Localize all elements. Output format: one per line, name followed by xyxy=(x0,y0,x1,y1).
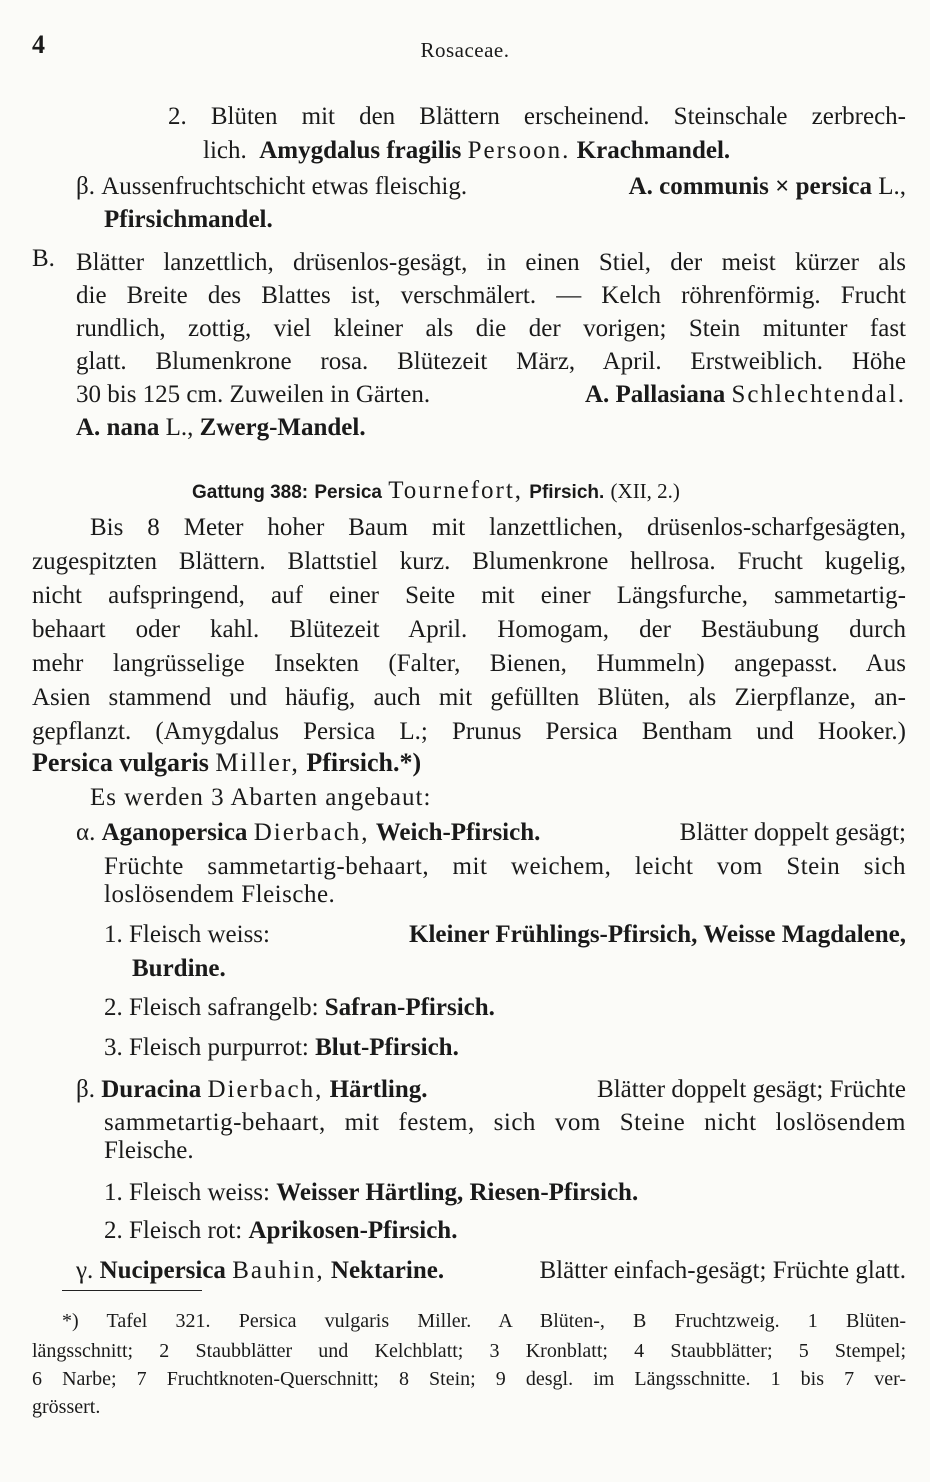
list-item-label: 2. Fleisch rot: xyxy=(104,1217,243,1244)
footnote-divider xyxy=(62,1290,202,1291)
text-line: die Breite des Blattes ist, verschmälert. — Kelch röhrenförmig. Frucht xyxy=(76,282,906,309)
author-name: Dierbach, xyxy=(253,819,370,846)
text-line: nicht aufspringend, auf einer Seite mit einer Längsfurche, sammetartig- xyxy=(32,582,906,609)
list-item-label: 3. Fleisch purpurrot: xyxy=(104,1034,309,1061)
cultivar-names: Burdine. xyxy=(132,955,226,982)
text-line: Fleische. xyxy=(104,1137,194,1164)
text-line: mehr langrüsselige Insekten (Falter, Bienen, Hummeln) angepasst. Aus xyxy=(32,650,906,677)
common-name: Nektarine. xyxy=(330,1257,445,1284)
species-name: A. communis × persica xyxy=(628,173,872,200)
genus-label: Gattung 388: xyxy=(192,482,309,503)
text-line: sammetartig-behaart, mit festem, sich vom Steine nicht loslösendem xyxy=(104,1109,906,1136)
footnote-line: *) Tafel 321. Persica vulgaris Miller. A Blüten-, B Fruchtzweig. 1 Blüten- xyxy=(62,1310,906,1332)
list-marker: β. xyxy=(76,173,95,200)
cultivar-names: Blut-Pfirsich. xyxy=(315,1034,459,1061)
text-line: loslösendem Fleische. xyxy=(104,881,336,908)
text-line xyxy=(104,1178,638,1208)
text-group xyxy=(76,1075,428,1105)
text-line xyxy=(76,1256,906,1286)
text-group xyxy=(76,172,467,202)
text-line: 2. Blüten mit den Blättern erscheinend. Steinschale zerbrech- xyxy=(168,103,906,130)
variety-name: Aganopersica xyxy=(101,819,248,846)
cultivar-names: Aprikosen-Pfirsich. xyxy=(248,1217,458,1244)
variety-name: Duracina xyxy=(101,1076,202,1103)
common-name: Weich-Pfirsich. xyxy=(375,819,541,846)
text-line: Früchte sammetartig-behaart, mit weichem, leicht vom Stein sich xyxy=(104,853,906,880)
text-line xyxy=(104,1216,457,1246)
text-line xyxy=(104,993,495,1023)
list-marker: γ. xyxy=(76,1257,94,1284)
list-marker: α. xyxy=(76,819,96,846)
text-line: Bis 8 Meter hoher Baum mit lanzettlichen, drüsenlos-scharfgesägten, xyxy=(90,514,906,541)
list-marker: β. xyxy=(76,1076,95,1103)
author-name: Dierbach, xyxy=(207,1076,324,1103)
species-name: A. Pallasiana xyxy=(584,381,726,408)
cultivar-names: Weisser Härtling, Riesen-Pfirsich. xyxy=(276,1179,639,1206)
text-line: Asien stammend und häufig, auch mit gefüllten Blüten, als Zierpflanze, an- xyxy=(32,684,906,711)
text-span: Aussenfruchtschicht etwas fleischig. xyxy=(101,173,468,200)
text-group xyxy=(76,1256,444,1286)
common-name: Zwerg-Mandel. xyxy=(199,414,366,441)
species-name: A. nana xyxy=(76,414,160,441)
text-line xyxy=(76,172,906,202)
text-span: 30 bis 125 cm. Zuweilen in Gärten. xyxy=(76,381,431,408)
author-name: Bauhin, xyxy=(232,1257,325,1284)
text-line: gepflanzt. (Amygdalus Persica L.; Prunus Persica Bentham und Hooker.) xyxy=(32,718,906,745)
list-item-label: 2. Fleisch safrangelb: xyxy=(104,994,319,1021)
author-name: L., xyxy=(165,414,194,441)
text-line xyxy=(32,748,421,778)
text-span: Blätter doppelt gesägt; xyxy=(679,819,906,846)
list-item-label: 1. Fleisch weiss: xyxy=(104,921,270,948)
common-name: Pfirsichmandel. xyxy=(104,206,273,233)
text-line: zugespitzten Blättern. Blattstiel kurz. Blumenkrone hellrosa. Frucht kugelig, xyxy=(32,548,906,575)
text-line xyxy=(76,413,366,443)
cultivar-names: Kleiner Frühlings-Pfirsich, Weisse Magdalene, xyxy=(409,921,906,948)
text-line xyxy=(104,205,273,235)
text-line xyxy=(76,1075,906,1105)
text-span: Blätter doppelt gesägt; Früchte xyxy=(597,1076,906,1103)
text-span: lich. xyxy=(203,137,247,164)
author-name: L., xyxy=(878,173,906,200)
text-line: glatt. Blumenkrone rosa. Blütezeit März, April. Erstweiblich. Höhe xyxy=(76,348,906,375)
genus-heading xyxy=(192,476,680,508)
author-name: Persoon. xyxy=(467,137,571,164)
text-span: Blätter einfach-gesägt; Früchte glatt. xyxy=(539,1257,906,1284)
text-line xyxy=(104,920,906,950)
text-line xyxy=(76,818,906,848)
text-group xyxy=(585,380,906,410)
text-line: Es werden 3 Abarten angebaut: xyxy=(90,784,432,811)
species-name: Persica vulgaris xyxy=(32,748,209,777)
text-line xyxy=(76,380,906,410)
common-name: Krachmandel. xyxy=(576,137,731,164)
author-name: Tournefort, xyxy=(388,477,524,504)
text-line xyxy=(203,136,730,166)
author-name: Miller, xyxy=(215,748,300,777)
variety-name: Nucipersica xyxy=(99,1257,226,1284)
common-name: Härtling. xyxy=(329,1076,428,1103)
footnote-line: grössert. xyxy=(32,1396,101,1418)
text-group xyxy=(629,172,906,202)
text-line: rundlich, zottig, viel kleiner als die der vorigen; Stein mitunter fast xyxy=(76,315,906,342)
cultivar-names: Safran-Pfirsich. xyxy=(324,994,495,1021)
text-line: Blätter lanzettlich, drüsenlos-gesägt, in einen Stiel, der meist kürzer als xyxy=(76,249,906,276)
text-group xyxy=(76,818,540,848)
common-name: Pfirsich.*) xyxy=(306,748,422,777)
linnaean-class: (XII, 2.) xyxy=(610,479,680,503)
common-name: Pfirsich. xyxy=(529,482,605,503)
running-header: Rosaceae. xyxy=(420,38,510,62)
species-name: Amygdalus fragilis xyxy=(259,137,462,164)
genus-name: Persica xyxy=(314,482,382,503)
text-line xyxy=(132,954,226,984)
text-line xyxy=(104,1033,459,1063)
list-item-label: 1. Fleisch weiss: xyxy=(104,1179,270,1206)
author-name: Schlechtendal. xyxy=(731,381,906,408)
text-line: behaart oder kahl. Blütezeit April. Homogam, der Bestäubung durch xyxy=(32,616,906,643)
footnote-line: längsschnitt; 2 Staubblätter und Kelchblatt; 3 Kronblatt; 4 Staubblätter; 5 Stempel; xyxy=(32,1340,906,1362)
page-number: 4 xyxy=(32,30,45,59)
footnote-line: 6 Narbe; 7 Fruchtknoten-Querschnitt; 8 Stein; 9 desgl. im Längsschnitte. 1 bis 7 ver- xyxy=(32,1368,906,1390)
list-marker: B. xyxy=(32,245,55,272)
